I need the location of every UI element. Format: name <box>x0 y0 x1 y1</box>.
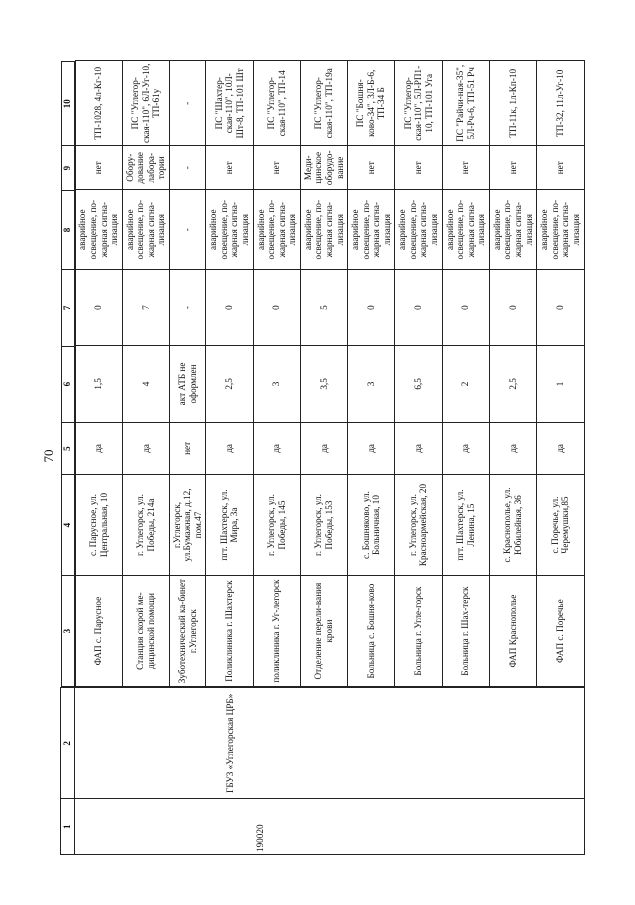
facility-name-cell: Больница г. Угле-горск <box>395 575 442 686</box>
table-row <box>348 61 395 687</box>
address-cell: г. Углегорск, ул. Победы, 153 <box>300 475 347 576</box>
address-cell: с. Парусное, ул. Центральная, 10 <box>75 475 122 576</box>
systems-cell: аварийное освещение, по-жарная сигна-лизация <box>75 190 122 269</box>
header-row <box>61 61 75 855</box>
facility-name-cell: Поликлиника г. Шахтерск <box>206 575 253 686</box>
power-source-cell: ПС "Углегор-ская-110", ТП-19а <box>300 61 347 146</box>
table-row <box>206 61 253 687</box>
header-cell-2: 2 <box>61 688 75 799</box>
insured-flag-cell: да <box>253 422 300 475</box>
equipment-cell: - <box>170 146 206 190</box>
org-code: 190020 <box>75 799 585 855</box>
table-row <box>300 61 347 687</box>
systems-cell: аварийное освещение, по-жарная сигна-лизация <box>206 190 253 269</box>
systems-cell: аварийное освещение, по-жарная сигна-лизация <box>300 190 347 269</box>
facility-name-cell: Больница с. Бошня-ково <box>348 575 395 686</box>
address-cell: с. Краснополье, ул. Юбилейная, 36 <box>489 475 536 576</box>
systems-cell: аварийное освещение, по-жарная сигна-лизация <box>253 190 300 269</box>
address-cell: г. Углегорск, ул. Победы, 214а <box>122 475 169 576</box>
count-value-cell: 7 <box>122 269 169 345</box>
systems-cell: аварийное освещение, по-жарная сигна-лизация <box>122 190 169 269</box>
facility-name-cell: ФАП с. Парусное <box>75 575 122 686</box>
header-cell-3: 3 <box>61 575 74 686</box>
power-source-cell: ТП-1028, 4л-Кг-10 <box>75 61 122 146</box>
table-row <box>122 61 169 687</box>
insured-flag-cell: да <box>395 422 442 475</box>
area-value-cell: 3 <box>348 346 395 422</box>
table-row <box>537 61 584 687</box>
area-value-cell: 6,5 <box>395 346 442 422</box>
header-cell-10: 10 <box>61 62 74 146</box>
address-cell: пгт. Шахтерск, ул. Мира, 3а <box>206 475 253 576</box>
header-cell-4: 4 <box>61 475 74 576</box>
table-container <box>60 60 585 855</box>
area-value-cell: 3 <box>253 346 300 422</box>
area-value-cell: 3,5 <box>300 346 347 422</box>
area-value-cell: 4 <box>122 346 169 422</box>
insured-flag-cell: да <box>442 422 489 475</box>
facility-name-cell: Зуботехнический ка-бинет г.Углегорск <box>170 575 206 686</box>
address-cell: с. Поречье, ул. Черемушки,85 <box>537 475 584 576</box>
power-source-cell: ПС "Углегор-ская-110", 6Л-Уг-10, ТП-61у <box>122 61 169 146</box>
equipment-cell: нет <box>489 146 536 190</box>
rows-subtable <box>75 61 585 688</box>
systems-cell: аварийное освещение, по-жарная сигна-лизация <box>348 190 395 269</box>
count-value-cell: 0 <box>442 269 489 345</box>
count-value-cell: 0 <box>537 269 584 345</box>
equipment-cell: нет <box>75 146 122 190</box>
area-value-cell: 1 <box>537 346 584 422</box>
area-value-cell: 2,5 <box>206 346 253 422</box>
count-value-cell: 0 <box>253 269 300 345</box>
equipment-cell: нет <box>442 146 489 190</box>
equipment-cell: нет <box>206 146 253 190</box>
power-source-cell: ТП-11к, 1л-Кп-10 <box>489 61 536 146</box>
header-subtable <box>61 61 75 687</box>
address-cell: г. Углегорск, ул. Победы, 145 <box>253 475 300 576</box>
table-row <box>489 61 536 687</box>
area-value-cell: 2,5 <box>489 346 536 422</box>
table-row <box>170 61 206 687</box>
power-source-cell: - <box>170 61 206 146</box>
data-table <box>60 60 585 855</box>
table-row <box>253 61 300 687</box>
count-value-cell: 0 <box>348 269 395 345</box>
header-cell-9: 9 <box>61 146 74 190</box>
power-source-cell: ПС "Шахтер-ская-110", 10Л-Шт-8, ТП-101 Шт <box>206 61 253 146</box>
count-value-cell: 0 <box>489 269 536 345</box>
power-source-cell: ПС "Райчи-ная-35", 5Л-Рч-6, ТП-51 Рч <box>442 61 489 146</box>
equipment-cell: нет <box>395 146 442 190</box>
facility-name-cell: ФАП Краснополье <box>489 575 536 686</box>
insured-flag-cell: да <box>348 422 395 475</box>
systems-cell: аварийное освещение, по-жарная сигна-лизация <box>537 190 584 269</box>
header-cell-5: 5 <box>61 422 74 475</box>
systems-cell: аварийное освещение, по-жарная сигна-лизация <box>442 190 489 269</box>
insured-flag-cell: нет <box>170 422 206 475</box>
address-cell: г. Углегорск, ул. Красноармейская, 20 <box>395 475 442 576</box>
insured-flag-cell: да <box>122 422 169 475</box>
insured-flag-cell: да <box>300 422 347 475</box>
equipment-cell: нет <box>537 146 584 190</box>
facility-name-cell: Станция скорой ме-дицинской помощи <box>122 575 169 686</box>
insured-flag-cell: да <box>489 422 536 475</box>
address-cell: пгт. Шахтерск, ул. Ленина, 15 <box>442 475 489 576</box>
facility-name-cell: Больница г. Шах-терск <box>442 575 489 686</box>
power-source-cell: ПС "Углегор-ская-110", ТП-14 <box>253 61 300 146</box>
power-source-cell: ПС "Углегор-ская-110", 5Л-РП1-10, ТП-101 Уга <box>395 61 442 146</box>
area-value-cell: акт АТБ не оформлен <box>170 346 206 422</box>
area-value-cell: 1,5 <box>75 346 122 422</box>
header-cell-7: 7 <box>61 270 74 346</box>
insured-flag-cell: да <box>75 422 122 475</box>
count-value-cell: 0 <box>395 269 442 345</box>
count-value-cell: 0 <box>206 269 253 345</box>
area-value-cell: 2 <box>442 346 489 422</box>
table-row <box>442 61 489 687</box>
systems-cell: - <box>170 190 206 269</box>
power-source-cell: ТП-32, 11л-Уг-10 <box>537 61 584 146</box>
facility-name-cell: Отделение перели-вания крови <box>300 575 347 686</box>
equipment-cell: нет <box>348 146 395 190</box>
facility-name-cell: ФАП с. Поречье <box>537 575 584 686</box>
address-cell: г.Углегорск, ул.Бумажная, д.12, пом.47 <box>170 475 206 576</box>
power-source-cell: ПС "Бошня-ково-34", 3Л-Б-6, ТП-34 Б <box>348 61 395 146</box>
table-row <box>395 61 442 687</box>
count-value-cell: 0 <box>75 269 122 345</box>
header-cell-6: 6 <box>61 346 74 422</box>
page-number: 70 <box>41 449 56 463</box>
org-name: ГБУЗ «Углегорская ЦРБ» <box>75 688 585 799</box>
header-cell-8: 8 <box>61 190 74 269</box>
systems-cell: аварийное освещение, по-жарная сигна-лизация <box>489 190 536 269</box>
count-value-cell: - <box>170 269 206 345</box>
insured-flag-cell: да <box>537 422 584 475</box>
count-value-cell: 5 <box>300 269 347 345</box>
equipment-cell: нет <box>253 146 300 190</box>
equipment-cell: Меди-цинское оборудо-вание <box>300 146 347 190</box>
table-row <box>75 61 122 687</box>
equipment-cell: Обору-дование лабора-тории <box>122 146 169 190</box>
systems-cell: аварийное освещение, по-жарная сигна-лизация <box>395 190 442 269</box>
address-cell: с. Бошняково, ул. Больничная, 10 <box>348 475 395 576</box>
body-row <box>75 61 585 855</box>
facility-name-cell: поликлиника г. Уг-легорск <box>253 575 300 686</box>
insured-flag-cell: да <box>206 422 253 475</box>
header-cell-1: 1 <box>61 799 75 855</box>
